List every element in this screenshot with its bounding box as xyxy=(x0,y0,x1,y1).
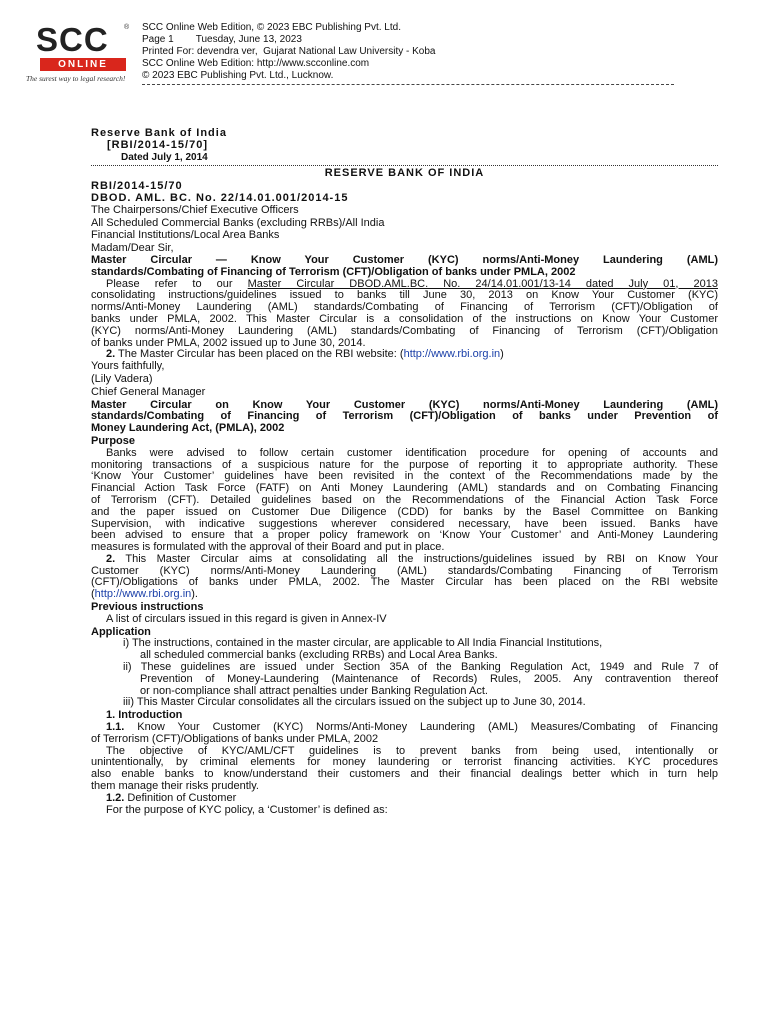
paragraph-line: them manage their risks prudently. xyxy=(91,780,259,793)
para-number: 2. xyxy=(106,348,116,361)
circular-number: DBOD. AML. BC. No. 22/14.01.001/2014-15 xyxy=(91,191,349,204)
text-span: The Master Circular has been placed on the RBI website: ( xyxy=(115,348,404,361)
scc-online-logo xyxy=(26,22,138,92)
paragraph-line: consolidating instructions/guidelines issued to banks till June 30, 2013 on Know Your Customer (KYC) xyxy=(91,289,718,302)
text-span: This Master Circular aims at consolidating all the instructions/guidelines issued by RBI on Know Your xyxy=(115,552,718,565)
paragraph-line: Banks were advised to follow certain customer identification procedure for opening of accounts and xyxy=(106,446,718,459)
doc-title: Reserve Bank of India xyxy=(91,127,227,139)
paragraph-line: monitoring transactions of a suspicious nature for the purpose of reporting it to appropriate authority. These xyxy=(91,458,718,471)
definition-heading xyxy=(91,793,718,805)
list-item-line: Prevention of Money-Laundering (Maintenance of Records) Rules, 2005. Any contravention thereof xyxy=(140,672,718,685)
text-span: Definition of Customer xyxy=(124,791,237,804)
paragraph-line: of banks under PMLA, 2002 issued up to June 30, 2014. xyxy=(91,336,366,349)
paragraph-line: norms/Anti-Money Laundering (AML) standards/Combating of Financing of Terrorism (CFT)/Obligation of xyxy=(91,301,718,314)
application-heading: Application xyxy=(91,625,151,638)
paragraph-line: of Terrorism (CFT)/Obligations of banks under PMLA, 2002 xyxy=(91,732,379,745)
logo-brand: SCC xyxy=(36,21,109,58)
header-line: © 2023 EBC Publishing Pvt. Ltd., Lucknow. xyxy=(142,70,334,81)
subject-line: Master Circular — Know Your Customer (KYC) norms/Anti-Money Laundering (AML) xyxy=(91,253,718,266)
paragraph-line: measures is formulated with the approval of their Board and put in place. xyxy=(91,541,445,554)
paragraph-line: been advised to ensure that a proper policy framework on ‘Know Your Customer’ and Anti-Money Laundering xyxy=(91,529,718,542)
introduction-heading: 1. Introduction xyxy=(106,709,183,722)
header-line: Printed For: devendra ver, Gujarat National Law University - Koba xyxy=(142,46,436,57)
list-item-line: iii) This Master Circular consolidates all the circulars issued on the subject up to June 30, 2014. xyxy=(123,696,586,709)
list-item xyxy=(91,638,718,662)
list-item xyxy=(91,697,718,709)
paragraph-line: (CFT)/Obligations of banks under PMLA, 2002. The Master Circular has been placed on the RBI website xyxy=(91,576,718,589)
header-line: SCC Online Web Edition: http://www.scconline.com xyxy=(142,58,370,69)
master-circular-title: Money Laundering Act, (PMLA), 2002 xyxy=(91,422,285,435)
paragraph-line: also enable banks to know/understand their customers and their financial dealings better which in turn help xyxy=(91,768,718,781)
para-number: 2. xyxy=(106,552,116,565)
text-span: Please refer to our xyxy=(106,277,248,290)
print-header xyxy=(142,22,435,82)
header-divider xyxy=(142,84,674,85)
paragraph-line: Supervision, with indicative suggestions wherever considered necessary, have been issued. Banks have xyxy=(91,517,718,530)
text-span: ) xyxy=(500,348,504,361)
logo-subtitle: ONLINE xyxy=(40,58,126,71)
rbi-website-link[interactable]: http://www.rbi.org.in xyxy=(403,348,501,361)
para-number: 1.1. xyxy=(106,721,125,734)
paragraph-line: ‘Know Your Customer’ guidelines have been revisited in the context of the Recommendations made by the xyxy=(91,470,718,483)
header-line: SCC Online Web Edition, © 2023 EBC Publishing Pvt. Ltd. xyxy=(142,22,401,33)
paragraph-line xyxy=(91,554,718,566)
paragraph-line: unintentionally, by criminal elements for money laundering or terrorist financing activities. KYC procedures xyxy=(91,756,718,769)
addressee-line: The Chairpersons/Chief Executive Officers xyxy=(91,203,299,216)
subject-line: standards/Combating of Financing of Terrorism (CFT)/Obligation of banks under PMLA, 2002 xyxy=(91,265,576,278)
list-item-line: i) The instructions, contained in the master circular, are applicable to All India Financial Institutions, xyxy=(123,637,603,650)
paragraph-line: (KYC) norms/Anti-Money Laundering (AML) standards/Combating of Financing of Terrorism (CFT)/Obligation xyxy=(91,324,718,337)
signatory-name: (Lily Vadera) xyxy=(91,372,153,385)
master-circular-title: Master Circular on Know Your Customer (KYC) norms/Anti-Money Laundering (AML) xyxy=(91,398,718,411)
signatory-title: Chief General Manager xyxy=(91,385,206,398)
logo-tagline: The surest way to legal research! xyxy=(26,74,126,83)
paragraph-line: Financial Action Task Force (FATF) on Anti Money Laundering (AML) standards and on Combating Financing xyxy=(91,482,718,495)
paragraph-line: For the purpose of KYC policy, a ‘Customer’ is defined as: xyxy=(106,803,388,816)
paragraph-2 xyxy=(91,349,718,361)
text-span: Know Your Customer (KYC) Norms/Anti-Money Laundering (AML) Measures/Combating of Financing xyxy=(124,721,718,734)
previous-instructions-heading: Previous instructions xyxy=(91,601,204,614)
paragraph-line: banks under PMLA, 2002. This Master Circular is a consolidation of the instructions on Know Your Customer xyxy=(91,312,718,325)
doc-heading: RESERVE BANK OF INDIA xyxy=(324,167,485,180)
paragraph-line: The objective of KYC/AML/CFT guidelines is to prevent banks from being used, intentionally or xyxy=(106,744,718,757)
addressee-line: All Scheduled Commercial Banks (excluding RRBs)/All India xyxy=(91,216,385,229)
paragraph-line xyxy=(91,589,718,601)
master-circular-title: standards/Combating of Financing of Terrorism (CFT)/Obligation of banks under Prevention of xyxy=(91,410,718,423)
paragraph-line: Customer (KYC) norms/Anti-Money Laundering (AML) standards/Combating Financing of Terrorism xyxy=(91,564,718,577)
doc-ref: [RBI/2014-15/70] xyxy=(107,138,208,151)
list-item-line: or non-compliance shall attract penalties under Banking Regulation Act. xyxy=(140,684,488,697)
doc-dated: Dated July 1, 2014 xyxy=(121,151,208,163)
logo-registered-mark: ® xyxy=(124,24,130,31)
circular-ref: RBI/2014-15/70 xyxy=(91,180,183,193)
text-span: ( xyxy=(91,588,95,601)
list-item xyxy=(91,662,718,697)
addressee-line: Financial Institutions/Local Area Banks xyxy=(91,229,280,242)
paragraph-line: of Terrorism (CFT). Detailed guidelines based on the Recommendations of the Financial Action Task Force xyxy=(91,493,718,506)
salutation: Madam/Dear Sir, xyxy=(91,242,174,255)
paragraph-line: A list of circulars issued in this regard is given in Annex-IV xyxy=(106,612,387,625)
list-item-line: ii) These guidelines are issued under Section 35A of the Banking Regulation Act, 1949 and Rule 7 of xyxy=(123,661,718,674)
document-body xyxy=(91,128,718,816)
circular-reference-link[interactable]: Master Circular DBOD.AML.BC. No. 24/14.01.001/13-14 dated July 01, 2013 xyxy=(247,277,718,290)
header-line: Page 1 Tuesday, June 13, 2023 xyxy=(142,34,302,45)
paragraph-line: and the paper issued on Customer Due Diligence (CDD) for banks by the Basel Committee on Banking xyxy=(91,505,718,518)
list-item-line: all scheduled commercial banks (excluding RRBs) and Local Area Banks. xyxy=(140,649,498,662)
purpose-heading: Purpose xyxy=(91,434,136,447)
rbi-website-link[interactable]: http://www.rbi.org.in xyxy=(94,588,192,601)
para-number: 1.2. xyxy=(106,791,125,804)
text-span: ). xyxy=(191,588,198,601)
signoff-line: Yours faithfully, xyxy=(91,360,165,373)
dotted-divider xyxy=(91,165,718,166)
